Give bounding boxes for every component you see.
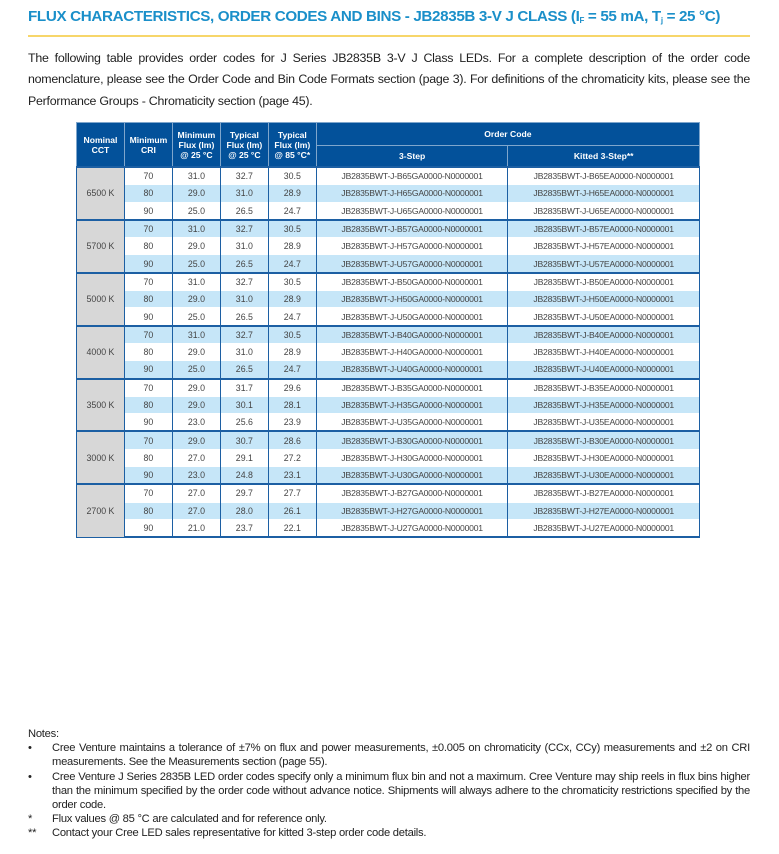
cell-3-step-code: JB2835BWT-J-B30GA0000-N0000001: [316, 431, 508, 449]
section-title: FLUX CHARACTERISTICS, ORDER CODES AND BINS - JB2835B 3-V J CLASS ($I_F = 55$ mA, $T_j = 25$ °C): [28, 8, 721, 25]
note-marker: •: [28, 770, 32, 783]
cell-typical-flux-25: 31.0: [220, 343, 268, 360]
cell-typical-flux-85: 30.5: [268, 220, 316, 238]
note-text: Flux values @ 85 °C are calculated and for reference only.: [52, 813, 327, 826]
cell-typical-flux-25: 30.7: [220, 431, 268, 449]
cell-3-step-code: JB2835BWT-J-U40GA0000-N0000001: [316, 361, 508, 379]
table-row: [77, 238, 700, 255]
header-typical-flux-25: Typical Flux (lm) @ 25 °C: [220, 123, 268, 168]
cell-nominal-cct: 2700 K: [77, 484, 125, 537]
note-text: Contact your Cree LED sales representative for kitted 3-step order code details.: [52, 827, 427, 840]
cell-minimum-cri: 80: [124, 291, 172, 308]
intro-paragraph: The following table provides order codes for J Series JB2835B 3-V J Class LEDs. For a complete description of the order code nomenclature, please see the Order Code and Bin Code Formats section (page 3). For definitions of the chromaticity kits, please see the Performance Groups - Chromaticity section (page 45).: [28, 51, 750, 108]
cell-typical-flux-25: 32.7: [220, 167, 268, 185]
cell-3-step-code: JB2835BWT-J-H50GA0000-N0000001: [316, 291, 508, 308]
cell-typical-flux-85: 24.7: [268, 255, 316, 273]
header-order-code: Order Code: [316, 123, 699, 146]
cell-minimum-flux: 31.0: [172, 273, 220, 291]
table-row: [77, 185, 700, 202]
cell-nominal-cct: 3500 K: [77, 379, 125, 432]
cell-kitted-code: JB2835BWT-J-B30EA0000-N0000001: [508, 431, 700, 449]
table-row: [77, 467, 700, 485]
table-row: [77, 202, 700, 220]
cell-nominal-cct: 4000 K: [77, 326, 125, 379]
table-row: [77, 431, 700, 449]
cell-typical-flux-85: 28.9: [268, 185, 316, 202]
table-row: [77, 519, 700, 537]
cell-minimum-cri: 70: [124, 326, 172, 344]
cell-minimum-flux: 31.0: [172, 326, 220, 344]
cell-minimum-flux: 29.0: [172, 379, 220, 397]
header-nominal-cct: Nominal CCT: [77, 123, 125, 168]
cell-minimum-flux: 23.0: [172, 467, 220, 485]
title-underline: [28, 35, 750, 37]
cell-kitted-code: JB2835BWT-J-H27EA0000-N0000001: [508, 502, 700, 519]
table-row: [77, 379, 700, 397]
cell-typical-flux-25: 29.1: [220, 449, 268, 466]
cell-3-step-code: JB2835BWT-J-B50GA0000-N0000001: [316, 273, 508, 291]
cell-3-step-code: JB2835BWT-J-U50GA0000-N0000001: [316, 308, 508, 326]
table-row: [77, 291, 700, 308]
cell-kitted-code: JB2835BWT-J-H30EA0000-N0000001: [508, 449, 700, 466]
cell-minimum-flux: 31.0: [172, 220, 220, 238]
cell-kitted-code: JB2835BWT-J-B65EA0000-N0000001: [508, 167, 700, 185]
note-marker: •: [28, 742, 32, 755]
cell-kitted-code: JB2835BWT-J-U35EA0000-N0000001: [508, 414, 700, 432]
cell-typical-flux-25: 32.7: [220, 326, 268, 344]
cell-3-step-code: JB2835BWT-J-U27GA0000-N0000001: [316, 519, 508, 537]
cell-minimum-cri: 80: [124, 343, 172, 360]
cell-3-step-code: JB2835BWT-J-U57GA0000-N0000001: [316, 255, 508, 273]
cell-nominal-cct: 5700 K: [77, 220, 125, 273]
cell-3-step-code: JB2835BWT-J-B65GA0000-N0000001: [316, 167, 508, 185]
cell-typical-flux-85: 30.5: [268, 273, 316, 291]
table-row: [77, 343, 700, 360]
cell-nominal-cct: 3000 K: [77, 431, 125, 484]
cell-minimum-flux: 25.0: [172, 202, 220, 220]
cell-typical-flux-85: 24.7: [268, 308, 316, 326]
cell-3-step-code: JB2835BWT-J-H57GA0000-N0000001: [316, 238, 508, 255]
table-row: [77, 273, 700, 291]
cell-minimum-flux: 25.0: [172, 361, 220, 379]
cell-kitted-code: JB2835BWT-J-B57EA0000-N0000001: [508, 220, 700, 238]
note-item: [28, 812, 750, 826]
cell-typical-flux-85: 28.9: [268, 291, 316, 308]
cell-minimum-cri: 90: [124, 467, 172, 485]
cell-typical-flux-25: 26.5: [220, 308, 268, 326]
cell-kitted-code: JB2835BWT-J-U65EA0000-N0000001: [508, 202, 700, 220]
cell-typical-flux-25: 26.5: [220, 255, 268, 273]
cell-minimum-cri: 70: [124, 273, 172, 291]
cell-typical-flux-25: 32.7: [220, 273, 268, 291]
cell-typical-flux-85: 27.2: [268, 449, 316, 466]
cell-3-step-code: JB2835BWT-J-U35GA0000-N0000001: [316, 414, 508, 432]
cell-minimum-cri: 80: [124, 449, 172, 466]
cell-nominal-cct: 5000 K: [77, 273, 125, 326]
notes-heading: Notes:: [28, 728, 59, 740]
flux-order-code-table: [76, 122, 700, 538]
cell-minimum-cri: 90: [124, 202, 172, 220]
table-row: [77, 449, 700, 466]
cell-typical-flux-85: 28.9: [268, 238, 316, 255]
cell-3-step-code: JB2835BWT-J-H27GA0000-N0000001: [316, 502, 508, 519]
cell-minimum-cri: 90: [124, 255, 172, 273]
cell-nominal-cct: 6500 K: [77, 167, 125, 220]
table-row: [77, 361, 700, 379]
cell-typical-flux-85: 22.1: [268, 519, 316, 537]
cell-typical-flux-85: 28.6: [268, 431, 316, 449]
cell-typical-flux-85: 26.1: [268, 502, 316, 519]
cell-3-step-code: JB2835BWT-J-H35GA0000-N0000001: [316, 396, 508, 413]
cell-minimum-cri: 90: [124, 361, 172, 379]
cell-kitted-code: JB2835BWT-J-U50EA0000-N0000001: [508, 308, 700, 326]
note-text: Cree Venture maintains a tolerance of ±7% on flux and power measurements, ±0.005 on chromaticity (CCx, CCy) measurements and ±2 on CRI measurements. See the Measurements section (page 55).: [52, 742, 750, 769]
cell-minimum-cri: 70: [124, 379, 172, 397]
cell-typical-flux-25: 28.0: [220, 502, 268, 519]
header-typical-flux-85: Typical Flux (lm) @ 85 °C*: [268, 123, 316, 168]
table-row: [77, 220, 700, 238]
cell-3-step-code: JB2835BWT-J-H65GA0000-N0000001: [316, 185, 508, 202]
header-3-step: 3-Step: [316, 146, 508, 168]
cell-typical-flux-85: 30.5: [268, 167, 316, 185]
header-minimum-cri: Minimum CRI: [124, 123, 172, 168]
cell-minimum-flux: 21.0: [172, 519, 220, 537]
table-row: [77, 414, 700, 432]
cell-minimum-cri: 90: [124, 414, 172, 432]
cell-typical-flux-85: 28.1: [268, 396, 316, 413]
table-row: [77, 167, 700, 185]
cell-kitted-code: JB2835BWT-J-U30EA0000-N0000001: [508, 467, 700, 485]
cell-typical-flux-25: 31.0: [220, 291, 268, 308]
cell-kitted-code: JB2835BWT-J-H65EA0000-N0000001: [508, 185, 700, 202]
cell-typical-flux-85: 24.7: [268, 202, 316, 220]
header-kitted-3-step: Kitted 3-Step**: [508, 146, 700, 168]
cell-typical-flux-25: 23.7: [220, 519, 268, 537]
table-row: [77, 255, 700, 273]
cell-3-step-code: JB2835BWT-J-H40GA0000-N0000001: [316, 343, 508, 360]
note-marker: *: [28, 813, 33, 826]
cell-minimum-flux: 27.0: [172, 484, 220, 502]
cell-minimum-flux: 29.0: [172, 238, 220, 255]
table-row: [77, 326, 700, 344]
cell-typical-flux-85: 29.6: [268, 379, 316, 397]
cell-minimum-flux: 23.0: [172, 414, 220, 432]
cell-3-step-code: JB2835BWT-J-B40GA0000-N0000001: [316, 326, 508, 344]
cell-kitted-code: JB2835BWT-J-H50EA0000-N0000001: [508, 291, 700, 308]
cell-minimum-cri: 70: [124, 431, 172, 449]
cell-minimum-flux: 27.0: [172, 502, 220, 519]
cell-typical-flux-85: 23.1: [268, 467, 316, 485]
cell-3-step-code: JB2835BWT-J-B35GA0000-N0000001: [316, 379, 508, 397]
cell-minimum-flux: 29.0: [172, 343, 220, 360]
cell-kitted-code: JB2835BWT-J-U57EA0000-N0000001: [508, 255, 700, 273]
cell-minimum-flux: 27.0: [172, 449, 220, 466]
cell-typical-flux-25: 32.7: [220, 220, 268, 238]
cell-typical-flux-25: 24.8: [220, 467, 268, 485]
cell-kitted-code: JB2835BWT-J-B50EA0000-N0000001: [508, 273, 700, 291]
cell-minimum-cri: 70: [124, 167, 172, 185]
cell-3-step-code: JB2835BWT-J-B27GA0000-N0000001: [316, 484, 508, 502]
cell-minimum-cri: 80: [124, 238, 172, 255]
cell-typical-flux-85: 24.7: [268, 361, 316, 379]
cell-typical-flux-25: 26.5: [220, 361, 268, 379]
cell-typical-flux-25: 31.7: [220, 379, 268, 397]
note-text: Cree Venture J Series 2835B LED order codes specify only a minimum flux bin and not a maximum. Cree Venture may ship reels in flux bins higher than the minimum specified by the order code without advance notice. Shipments will always adhere to the chromaticity restrictions specified by the order code.: [52, 770, 750, 812]
notes-section: [28, 727, 750, 841]
cell-kitted-code: JB2835BWT-J-H40EA0000-N0000001: [508, 343, 700, 360]
cell-kitted-code: JB2835BWT-J-B27EA0000-N0000001: [508, 484, 700, 502]
cell-minimum-flux: 29.0: [172, 185, 220, 202]
cell-minimum-flux: 25.0: [172, 308, 220, 326]
cell-typical-flux-85: 23.9: [268, 414, 316, 432]
cell-typical-flux-85: 28.9: [268, 343, 316, 360]
cell-typical-flux-25: 25.6: [220, 414, 268, 432]
table-row: [77, 502, 700, 519]
cell-typical-flux-25: 29.7: [220, 484, 268, 502]
cell-typical-flux-85: 30.5: [268, 326, 316, 344]
cell-typical-flux-25: 30.1: [220, 396, 268, 413]
cell-kitted-code: JB2835BWT-J-B35EA0000-N0000001: [508, 379, 700, 397]
cell-minimum-cri: 70: [124, 484, 172, 502]
cell-kitted-code: JB2835BWT-J-H35EA0000-N0000001: [508, 396, 700, 413]
header-minimum-flux-25: Minimum Flux (lm) @ 25 °C: [172, 123, 220, 168]
cell-kitted-code: JB2835BWT-J-U40EA0000-N0000001: [508, 361, 700, 379]
cell-3-step-code: JB2835BWT-J-H30GA0000-N0000001: [316, 449, 508, 466]
cell-minimum-flux: 29.0: [172, 431, 220, 449]
cell-minimum-cri: 80: [124, 396, 172, 413]
cell-minimum-flux: 31.0: [172, 167, 220, 185]
cell-kitted-code: JB2835BWT-J-B40EA0000-N0000001: [508, 326, 700, 344]
cell-minimum-flux: 25.0: [172, 255, 220, 273]
note-item: [28, 770, 750, 813]
cell-typical-flux-85: 27.7: [268, 484, 316, 502]
cell-minimum-cri: 90: [124, 308, 172, 326]
cell-typical-flux-25: 26.5: [220, 202, 268, 220]
note-item: [28, 826, 750, 840]
cell-3-step-code: JB2835BWT-J-B57GA0000-N0000001: [316, 220, 508, 238]
cell-minimum-flux: 29.0: [172, 291, 220, 308]
cell-minimum-cri: 80: [124, 502, 172, 519]
cell-typical-flux-25: 31.0: [220, 238, 268, 255]
table-row: [77, 308, 700, 326]
cell-minimum-cri: 70: [124, 220, 172, 238]
cell-3-step-code: JB2835BWT-J-U30GA0000-N0000001: [316, 467, 508, 485]
cell-minimum-cri: 80: [124, 185, 172, 202]
table-row: [77, 396, 700, 413]
cell-kitted-code: JB2835BWT-J-H57EA0000-N0000001: [508, 238, 700, 255]
cell-minimum-flux: 29.0: [172, 396, 220, 413]
cell-typical-flux-25: 31.0: [220, 185, 268, 202]
table-row: [77, 484, 700, 502]
cell-minimum-cri: 90: [124, 519, 172, 537]
note-item: [28, 741, 750, 769]
note-marker: **: [28, 827, 37, 840]
cell-3-step-code: JB2835BWT-J-U65GA0000-N0000001: [316, 202, 508, 220]
cell-kitted-code: JB2835BWT-J-U27EA0000-N0000001: [508, 519, 700, 537]
